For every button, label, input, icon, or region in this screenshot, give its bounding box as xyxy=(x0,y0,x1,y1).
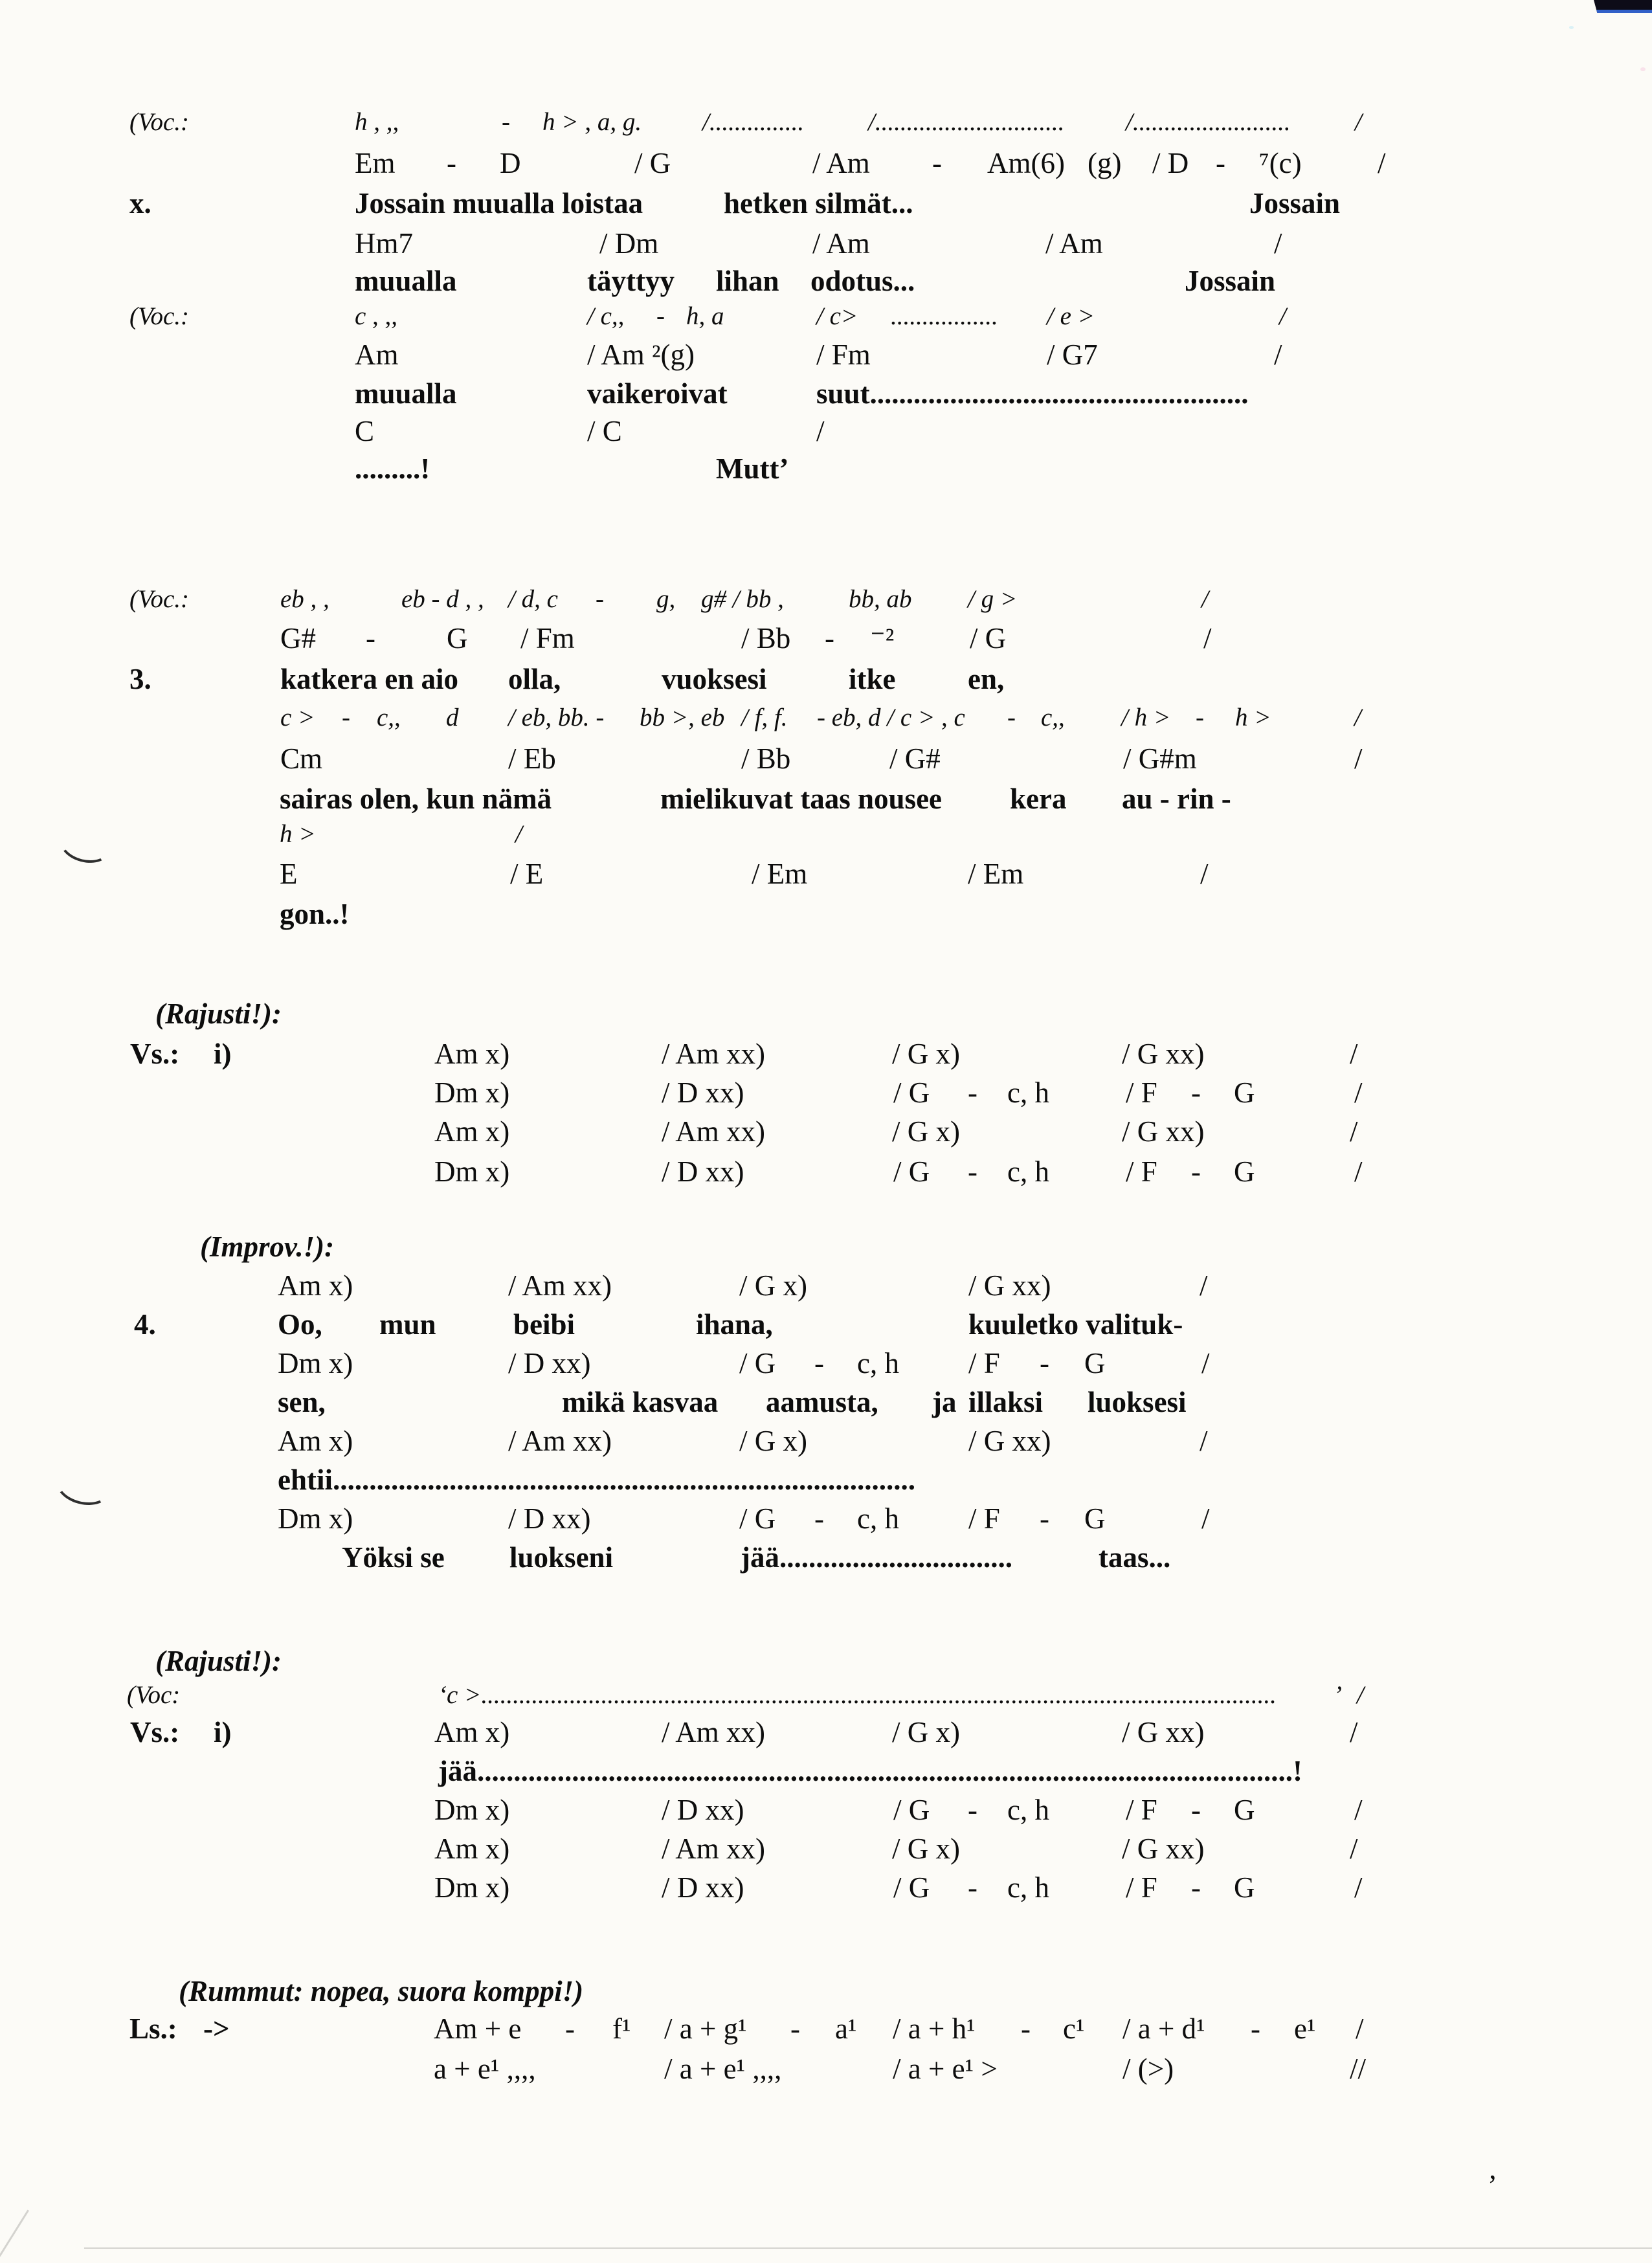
sheet-line xyxy=(0,1077,1652,1117)
text-segment: - xyxy=(1191,1794,1201,1826)
text-segment: c,, xyxy=(377,704,401,731)
text-segment: Oo, xyxy=(278,1308,322,1341)
text-segment: - xyxy=(502,108,510,136)
text-segment: Ls.: xyxy=(129,2012,177,2045)
sheet-line xyxy=(0,858,1652,898)
text-segment: / G# xyxy=(889,742,941,775)
text-segment: / G xx) xyxy=(968,1425,1051,1457)
text-segment: / G xx) xyxy=(1122,1833,1205,1865)
text-segment: / a + e¹ > xyxy=(893,2053,998,2085)
text-segment: Vs.: xyxy=(130,1038,180,1070)
text-segment: Jossain xyxy=(1185,265,1276,297)
text-segment: /.............................. xyxy=(868,108,1065,136)
sheet-line xyxy=(0,188,1652,228)
text-segment: c¹ xyxy=(1063,2012,1085,2045)
text-segment: - xyxy=(1251,2012,1260,2045)
sheet-line xyxy=(0,1348,1652,1388)
text-segment: muualla xyxy=(355,265,457,297)
text-segment: ⁷(c) xyxy=(1259,147,1302,179)
text-segment: / G x) xyxy=(892,1038,960,1070)
text-segment: / e > xyxy=(1047,302,1095,330)
text-segment: - xyxy=(596,585,604,613)
text-segment: / f, f. xyxy=(741,704,788,731)
text-segment: sairas olen, kun nämä xyxy=(280,783,552,815)
text-segment: h > , a, g. xyxy=(542,108,642,136)
text-segment: mielikuvat taas nousee xyxy=(660,783,943,815)
text-segment: / xyxy=(1201,1502,1210,1535)
scan-edge-artifact xyxy=(84,2247,1652,2249)
text-segment: (Rummut: nopea, suora komppi!) xyxy=(179,1975,584,2007)
text-segment: - xyxy=(968,1794,977,1826)
text-segment: / a + d¹ xyxy=(1122,2012,1205,2045)
text-segment: / D xx) xyxy=(508,1347,591,1379)
text-segment: (Improv.!): xyxy=(200,1231,335,1263)
text-segment: luokseni xyxy=(509,1541,614,1574)
text-segment: - xyxy=(1040,1502,1049,1535)
sheet-line xyxy=(0,1425,1652,1466)
text-segment: Yöksi se xyxy=(342,1541,445,1574)
text-segment: f¹ xyxy=(612,2012,631,2045)
text-segment: eb , , xyxy=(280,585,329,613)
text-segment: bb, ab xyxy=(849,585,912,613)
text-segment: - xyxy=(565,2012,575,2045)
text-segment: / G xyxy=(634,147,671,179)
sheet-line xyxy=(0,1872,1652,1912)
text-segment: / G xyxy=(739,1502,776,1535)
text-segment: c, h xyxy=(1007,1871,1049,1904)
text-segment: D xyxy=(500,147,521,179)
text-segment: / Am xx) xyxy=(662,1833,766,1865)
text-segment: G xyxy=(1234,1871,1255,1904)
text-segment: / G xyxy=(893,1155,930,1188)
corner-highlight-mark xyxy=(1594,0,1652,13)
text-segment: / G x) xyxy=(892,1115,960,1148)
sheet-line xyxy=(0,743,1652,783)
text-segment: / G xyxy=(893,1794,930,1826)
text-segment: luoksesi xyxy=(1088,1386,1187,1418)
sheet-line xyxy=(0,1756,1652,1796)
text-segment: Jossain muualla loistaa xyxy=(355,187,643,219)
text-segment: / a + h¹ xyxy=(893,2012,976,2045)
text-segment: / xyxy=(1354,1871,1363,1904)
text-segment: / F xyxy=(1126,1871,1157,1904)
text-segment: - xyxy=(1007,704,1016,731)
sheet-line xyxy=(0,1231,1652,1271)
text-segment: (Voc.: xyxy=(129,585,190,613)
text-segment: C xyxy=(355,415,375,447)
sheet-line xyxy=(0,1503,1652,1543)
text-segment: e¹ xyxy=(1294,2012,1316,2045)
text-segment: / xyxy=(1203,622,1212,654)
sheet-line xyxy=(0,1387,1652,1427)
sheet-line xyxy=(0,339,1652,379)
text-segment: (g) xyxy=(1088,147,1122,179)
text-segment: ‘c >.............................................................................................................................. xyxy=(438,1681,1277,1709)
text-segment: / a + e¹ ,,,, xyxy=(664,2053,782,2085)
text-segment: - xyxy=(932,147,942,179)
text-segment: / xyxy=(1354,704,1361,731)
sheet-line xyxy=(0,898,1652,939)
text-segment: muualla xyxy=(355,377,457,410)
text-segment: / Am xyxy=(812,147,870,179)
text-segment: / Am xx) xyxy=(662,1716,766,1748)
text-segment: / xyxy=(1378,147,1386,179)
text-segment: - xyxy=(968,1155,977,1188)
sheet-line xyxy=(0,109,1652,149)
text-segment: G xyxy=(1234,1076,1255,1109)
text-segment: / xyxy=(1200,1269,1208,1302)
text-segment: h, a xyxy=(686,302,724,330)
text-segment: c, h xyxy=(1007,1155,1049,1188)
text-segment: Vs.: xyxy=(130,1716,180,1748)
scan-speck xyxy=(1569,26,1574,29)
text-segment: jää................................ xyxy=(741,1541,1012,1574)
text-segment: / Bb xyxy=(741,742,791,775)
text-segment: / Eb xyxy=(508,742,556,775)
text-segment: suut.................................................... xyxy=(816,377,1249,410)
text-segment: / xyxy=(1200,858,1209,890)
text-segment: / Am xyxy=(1045,227,1103,260)
text-segment: // xyxy=(1350,2053,1367,2085)
text-segment: / xyxy=(1357,1681,1364,1709)
text-segment: mikä kasvaa xyxy=(562,1386,719,1418)
text-segment: - xyxy=(1216,147,1225,179)
text-segment: hetken silmät... xyxy=(724,187,913,219)
text-segment: - xyxy=(968,1871,977,1904)
sheet-line xyxy=(0,2170,1652,2210)
text-segment: / Am ²(g) xyxy=(587,339,695,371)
text-segment: / c,, xyxy=(587,302,625,330)
text-segment: - xyxy=(1040,1347,1049,1379)
text-segment: / G x) xyxy=(739,1269,807,1302)
text-segment: ihana, xyxy=(696,1308,773,1341)
text-segment: Am x) xyxy=(434,1038,510,1070)
text-segment: / Am xx) xyxy=(662,1038,766,1070)
text-segment: - xyxy=(1191,1871,1201,1904)
text-segment: 4. xyxy=(134,1308,156,1341)
text-segment: /............... xyxy=(702,108,805,136)
text-segment: -> xyxy=(203,2012,230,2045)
text-segment: E xyxy=(280,858,298,890)
text-segment: / xyxy=(1350,1833,1358,1865)
text-segment: h , ,, xyxy=(355,108,399,136)
text-segment: - xyxy=(1191,1076,1201,1109)
text-segment: / xyxy=(515,820,522,848)
text-segment: / D xx) xyxy=(662,1794,744,1826)
scan-corner-artifact xyxy=(0,2210,29,2257)
text-segment: - xyxy=(1196,704,1204,731)
text-segment: / xyxy=(1354,1155,1363,1188)
text-segment: / xyxy=(1355,108,1362,136)
sheet-line xyxy=(0,1038,1652,1078)
text-segment: / D xx) xyxy=(508,1502,591,1535)
text-segment: / F xyxy=(968,1347,1000,1379)
text-segment: d xyxy=(446,704,459,731)
text-segment: / xyxy=(1350,1038,1358,1070)
sheet-line xyxy=(0,821,1652,861)
text-segment: g, xyxy=(656,585,676,613)
text-segment: c > xyxy=(280,704,315,731)
text-segment: c, h xyxy=(1007,1076,1049,1109)
text-segment: a + e¹ ,,,, xyxy=(434,2053,536,2085)
text-segment: / Am xx) xyxy=(508,1425,612,1457)
text-segment: - xyxy=(825,622,834,654)
text-segment: / xyxy=(1274,227,1282,260)
text-segment: / G xx) xyxy=(1122,1038,1205,1070)
text-segment: Am xyxy=(355,339,399,371)
sheet-line xyxy=(0,228,1652,268)
text-segment: - xyxy=(342,704,350,731)
text-segment: / (>) xyxy=(1122,2053,1174,2085)
text-segment: - xyxy=(656,302,665,330)
text-segment: / Am xx) xyxy=(662,1115,766,1148)
sheet-line xyxy=(0,1682,1652,1722)
text-segment: kuuletko valituk- xyxy=(968,1308,1183,1341)
text-segment: lihan xyxy=(716,265,779,297)
text-segment: olla, xyxy=(508,663,561,695)
text-segment: i) xyxy=(214,1038,232,1070)
text-segment: / Fm xyxy=(816,339,871,371)
text-segment: itke xyxy=(849,663,896,695)
text-segment: / E xyxy=(510,858,544,890)
text-segment: mun xyxy=(379,1308,436,1341)
text-segment: Dm x) xyxy=(434,1076,510,1109)
text-segment: G xyxy=(1084,1502,1106,1535)
text-segment: / D xx) xyxy=(662,1871,744,1904)
text-segment: Cm xyxy=(280,742,323,775)
text-segment: / F xyxy=(968,1502,1000,1535)
text-segment: i) xyxy=(214,1716,232,1748)
text-segment: bb >, eb xyxy=(640,704,725,731)
text-segment: - xyxy=(814,1347,824,1379)
text-segment: G xyxy=(1084,1347,1106,1379)
text-segment: täyttyy xyxy=(587,265,675,297)
text-segment: / G x) xyxy=(892,1716,960,1748)
text-segment: / Fm xyxy=(520,622,575,654)
text-segment: c , ,, xyxy=(355,302,398,330)
text-segment: taas... xyxy=(1099,1541,1171,1574)
sheet-line xyxy=(0,2013,1652,2053)
text-segment: / Bb xyxy=(741,622,791,654)
sheet-line xyxy=(0,1270,1652,1310)
text-segment: G xyxy=(447,622,468,654)
text-segment: / xyxy=(1350,1115,1358,1148)
text-segment: Am(6) xyxy=(987,147,1065,179)
text-segment: (Rajusti!): xyxy=(155,1645,282,1677)
text-segment: / D xx) xyxy=(662,1076,744,1109)
text-segment: / d, c xyxy=(508,585,558,613)
text-segment: Am x) xyxy=(434,1833,510,1865)
text-segment: / G xx) xyxy=(968,1269,1051,1302)
sheet-line xyxy=(0,998,1652,1038)
text-segment: Am x) xyxy=(434,1716,510,1748)
text-segment: Dm x) xyxy=(278,1502,353,1535)
text-segment: Am x) xyxy=(434,1115,510,1148)
text-segment: / Em xyxy=(968,858,1024,890)
text-segment: - xyxy=(968,1076,977,1109)
text-segment: / G xx) xyxy=(1122,1716,1205,1748)
text-segment: / Am xyxy=(812,227,870,260)
text-segment: 3. xyxy=(129,663,151,695)
sheet-line xyxy=(0,1794,1652,1834)
text-segment: / xyxy=(1350,1716,1358,1748)
text-segment: (Rajusti!): xyxy=(155,998,282,1030)
text-segment: .........! xyxy=(355,452,430,485)
text-segment: - xyxy=(366,622,375,654)
sheet-line xyxy=(0,783,1652,823)
text-segment: beibi xyxy=(513,1308,575,1341)
text-segment: c, h xyxy=(857,1502,899,1535)
text-segment: illaksi xyxy=(968,1386,1044,1418)
text-segment: katkera en aio xyxy=(280,663,458,695)
sheet-line xyxy=(0,1464,1652,1504)
text-segment: ’ xyxy=(1334,1681,1342,1709)
text-segment: / xyxy=(1201,1347,1210,1379)
text-segment: kera xyxy=(1010,783,1067,815)
sheet-line xyxy=(0,378,1652,418)
text-segment: (Voc.: xyxy=(129,302,190,330)
text-segment: x. xyxy=(129,187,151,219)
text-segment: sen, xyxy=(278,1386,326,1418)
text-segment: - eb, d / c > , c xyxy=(817,704,965,731)
text-segment: / c> xyxy=(816,302,858,330)
text-segment: h > xyxy=(1235,704,1271,731)
text-segment: / G xyxy=(893,1871,930,1904)
text-segment: /......................... xyxy=(1126,108,1291,136)
sheet-line xyxy=(0,303,1652,343)
sheet-line xyxy=(0,704,1652,744)
text-segment: / Am xx) xyxy=(508,1269,612,1302)
text-segment: / G xyxy=(739,1347,776,1379)
text-segment: eb - d , , xyxy=(401,585,484,613)
text-segment: c, h xyxy=(857,1347,899,1379)
text-segment: (Voc.: xyxy=(129,108,190,136)
text-segment: a¹ xyxy=(835,2012,857,2045)
text-segment: vaikeroivat xyxy=(587,377,728,410)
text-segment: - xyxy=(790,2012,800,2045)
text-segment: ⁻² xyxy=(870,622,895,654)
text-segment: en, xyxy=(968,663,1005,695)
sheet-line xyxy=(0,663,1652,704)
text-segment: / eb, bb. - xyxy=(508,704,605,731)
text-segment: au - rin - xyxy=(1122,783,1231,815)
scan-speck xyxy=(1640,67,1646,71)
sheet-line xyxy=(0,586,1652,626)
text-segment: Jossain xyxy=(1249,187,1341,219)
text-segment: ’ xyxy=(1488,2169,1497,2202)
sheet-line xyxy=(0,1717,1652,1757)
text-segment: / xyxy=(1200,1425,1208,1457)
text-segment: vuoksesi xyxy=(662,663,767,695)
text-segment: Dm x) xyxy=(278,1347,353,1379)
sheet-line xyxy=(0,265,1652,306)
sheet-line xyxy=(0,148,1652,188)
text-segment: jää................................................................................................................! xyxy=(438,1755,1302,1787)
text-segment: odotus... xyxy=(810,265,915,297)
text-segment: Mutt’ xyxy=(716,452,789,485)
text-segment: / G x) xyxy=(739,1425,807,1457)
text-segment: ja xyxy=(932,1386,957,1418)
text-segment: / G x) xyxy=(892,1833,960,1865)
sheet-line xyxy=(0,1156,1652,1196)
text-segment: c,, xyxy=(1041,704,1065,731)
text-segment: / F xyxy=(1126,1155,1157,1188)
text-segment: Hm7 xyxy=(355,227,413,260)
text-segment: aamusta, xyxy=(766,1386,878,1418)
sheet-line xyxy=(0,453,1652,493)
text-segment: Dm x) xyxy=(434,1794,510,1826)
text-segment: Am + e xyxy=(434,2012,522,2045)
text-segment: Em xyxy=(355,147,396,179)
text-segment: - xyxy=(447,147,456,179)
text-segment: / xyxy=(1354,1794,1363,1826)
text-segment: / xyxy=(1279,302,1286,330)
text-segment: - xyxy=(1191,1155,1201,1188)
text-segment: / a + g¹ xyxy=(664,2012,747,2045)
text-segment: G xyxy=(1234,1794,1255,1826)
text-segment: / g > xyxy=(968,585,1018,613)
text-segment: / h > xyxy=(1121,704,1171,731)
text-segment: / G#m xyxy=(1123,742,1197,775)
text-segment: / Dm xyxy=(599,227,659,260)
text-segment: g# / bb , xyxy=(701,585,784,613)
text-segment: / G xyxy=(970,622,1007,654)
text-segment: / xyxy=(1356,2012,1364,2045)
text-segment: h > xyxy=(280,820,316,848)
sheet-line xyxy=(0,1976,1652,2016)
text-segment: / xyxy=(1354,1076,1363,1109)
text-segment: Am x) xyxy=(278,1425,353,1457)
text-segment: / F xyxy=(1126,1794,1157,1826)
sheet-line xyxy=(0,2053,1652,2093)
text-segment: Dm x) xyxy=(434,1871,510,1904)
text-segment: G# xyxy=(280,622,316,654)
text-segment: / G xx) xyxy=(1122,1115,1205,1148)
sheet-line xyxy=(0,1833,1652,1873)
text-segment: / D xx) xyxy=(662,1155,744,1188)
text-segment: c, h xyxy=(1007,1794,1049,1826)
sheet-line xyxy=(0,416,1652,456)
text-segment: G xyxy=(1234,1155,1255,1188)
text-segment: / xyxy=(816,415,825,447)
text-segment: / G xyxy=(893,1076,930,1109)
text-segment: - xyxy=(1021,2012,1031,2045)
text-segment: gon..! xyxy=(280,898,350,930)
text-segment: ehtii................................................................................ xyxy=(278,1464,915,1496)
text-segment: Dm x) xyxy=(434,1155,510,1188)
text-segment: (Voc: xyxy=(127,1681,181,1709)
text-segment: / F xyxy=(1126,1076,1157,1109)
text-segment: ................. xyxy=(891,302,998,330)
text-segment: / D xyxy=(1152,147,1189,179)
text-segment: / xyxy=(1274,339,1282,371)
sheet-line xyxy=(0,623,1652,663)
text-segment: / xyxy=(1201,585,1209,613)
text-segment: / Em xyxy=(752,858,808,890)
sheet-line xyxy=(0,1645,1652,1686)
sheet-line xyxy=(0,1116,1652,1156)
text-segment: / C xyxy=(587,415,622,447)
text-segment: Am x) xyxy=(278,1269,353,1302)
sheet-line xyxy=(0,1309,1652,1349)
text-segment: - xyxy=(814,1502,824,1535)
sheet-line xyxy=(0,1542,1652,1582)
text-segment: / xyxy=(1354,742,1363,775)
text-segment: / G7 xyxy=(1047,339,1098,371)
